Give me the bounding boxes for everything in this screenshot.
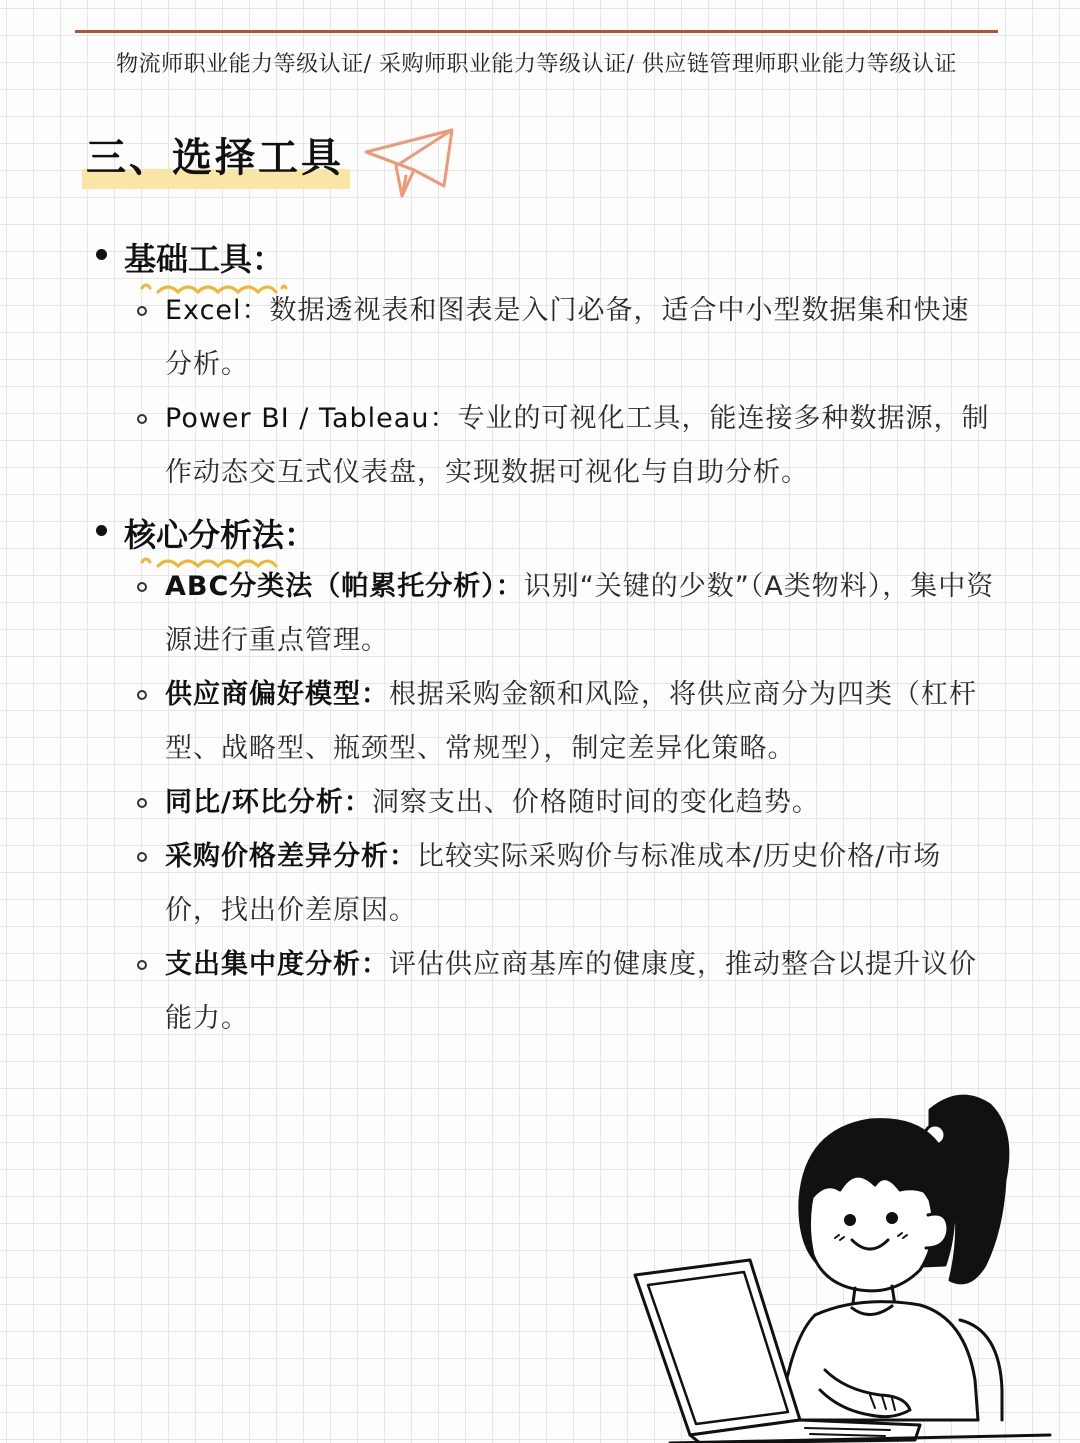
item-term: Excel： — [165, 295, 270, 326]
list-item — [0, 560, 995, 668]
item-text: 评估供应商基库的健康度，推动整合以提升议价能力。 — [165, 949, 977, 1034]
list-item — [0, 776, 995, 830]
paper-plane-icon — [362, 126, 458, 202]
item-text: 数据透视表和图表是入门必备，适合中小型数据集和快速分析。 — [165, 295, 970, 380]
hollow-bullet — [137, 414, 147, 424]
bullet-dot — [96, 249, 107, 260]
item-term: 供应商偏好模型： — [165, 679, 389, 710]
group-heading-basic-tools — [0, 228, 1080, 284]
section-title: 三、选择工具 — [86, 135, 344, 181]
hollow-bullet — [137, 960, 147, 970]
item-term: Power BI / Tableau： — [165, 403, 458, 434]
hollow-bullet — [137, 852, 147, 862]
list-item — [0, 284, 995, 392]
group-heading-core-methods — [0, 504, 1080, 560]
item-text: 根据采购金额和风险，将供应商分为四类（杠杆型、战略型、瓶颈型、常规型），制定差异化策略。 — [165, 679, 977, 764]
bullet-dot — [96, 525, 107, 536]
list-item — [0, 830, 995, 938]
group-heading-label: 核心分析法： — [124, 516, 317, 554]
item-text: 洞察支出、价格随时间的变化趋势。 — [371, 787, 820, 818]
item-text: 专业的可视化工具，能连接多种数据源，制作动态交互式仪表盘，实现数据可视化与自助分析。 — [165, 403, 990, 488]
hollow-bullet — [137, 582, 147, 592]
content-area — [0, 228, 1080, 1046]
hollow-bullet — [137, 690, 147, 700]
section-title-block — [82, 126, 344, 183]
list-item — [0, 668, 995, 776]
group-heading-label: 基础工具： — [124, 240, 285, 278]
item-term: ABC分类法（帕累托分析）： — [165, 571, 524, 602]
item-term: 支出集中度分析： — [165, 949, 389, 980]
certification-header: 物流师职业能力等级认证/ 采购师职业能力等级认证/ 供应链管理师职业能力等级认证 — [116, 52, 957, 77]
item-text: 比较实际采购价与标准成本/历史价格/市场价，找出价差原因。 — [165, 841, 942, 926]
hollow-bullet — [137, 798, 147, 808]
list-item — [0, 392, 995, 500]
list-item — [0, 938, 995, 1046]
hollow-bullet — [137, 306, 147, 316]
item-text: 识别“关键的少数”（A类物料），集中资源进行重点管理。 — [165, 571, 995, 656]
girl-with-laptop-illustration — [630, 1090, 1060, 1443]
item-term: 同比/环比分析： — [165, 787, 372, 818]
item-term: 采购价格差异分析： — [165, 841, 417, 872]
top-divider-rule — [75, 30, 998, 33]
